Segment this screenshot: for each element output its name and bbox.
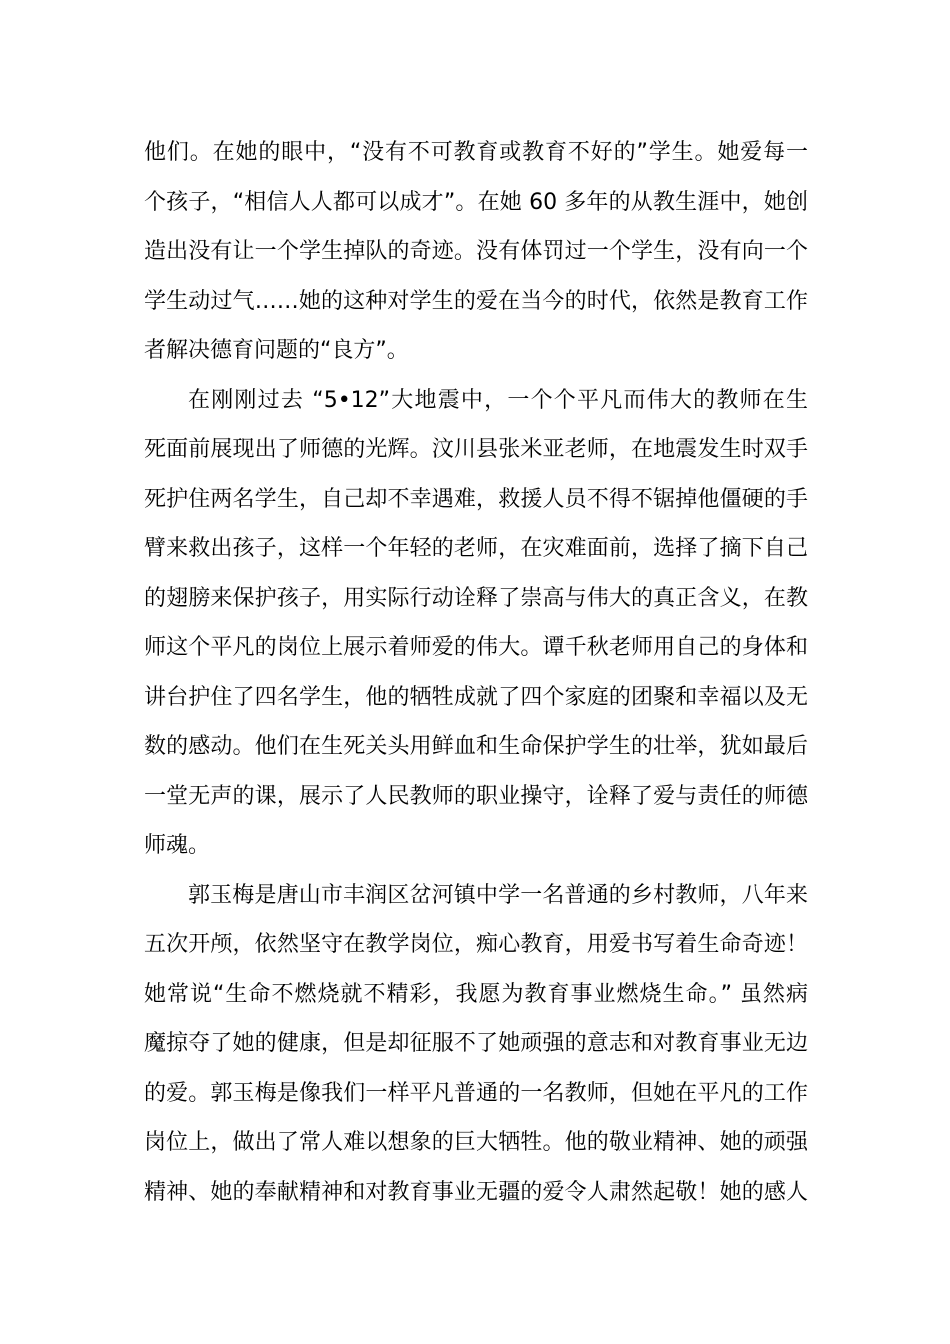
text-line: 在刚刚过去 “5•12”大地震中，一个个平凡而伟大的教师在生 [188, 387, 808, 413]
text-line: 者解决德育问题的“良方”。 [144, 338, 409, 363]
text-line: 讲台护住了四名学生，他的牺牲成就了四个家庭的团聚和幸福以及无 [144, 684, 808, 710]
text-line: 臂来救出孩子，这样一个年轻的老师，在灾难面前，选择了摘下自己 [144, 536, 808, 561]
text-line: 精神、她的奉献精神和对教育事业无疆的爱令人肃然起敬！她的感人 [144, 1179, 808, 1205]
text-line: 郭玉梅是唐山市丰润区岔河镇中学一名普通的乡村教师，八年来 [188, 882, 808, 908]
paragraph-3 [144, 871, 808, 1218]
document-body [144, 128, 808, 1217]
text-line: 的爱。郭玉梅是像我们一样平凡普通的一名教师，但她在平凡的工作 [144, 1080, 808, 1106]
text-line: 魔掠夺了她的健康，但是却征服不了她顽强的意志和对教育事业无边 [144, 1031, 808, 1056]
text-line: 造出没有让一个学生掉队的奇迹。没有体罚过一个学生，没有向一个 [144, 239, 808, 264]
text-line: 个孩子，“相信人人都可以成才”。在她 60 多年的从教生涯中，她创 [144, 189, 808, 215]
text-line: 数的感动。他们在生死关头用鲜血和生命保护学生的壮举，犹如最后 [144, 734, 808, 759]
text-line: 她常说“生命不燃烧就不精彩，我愿为教育事业燃烧生命。” 虽然病 [144, 981, 808, 1007]
text-line: 一堂无声的课，展示了人民教师的职业操守，诠释了爱与责任的师德 [144, 783, 808, 809]
text-line: 师这个平凡的岗位上展示着师爱的伟大。谭千秋老师用自己的身体和 [144, 635, 808, 660]
paragraph-2 [144, 376, 808, 871]
text-line: 岗位上，做出了常人难以想象的巨大牺牲。他的敬业精神、她的顽强 [144, 1130, 808, 1155]
text-line: 他们。在她的眼中，“没有不可教育或教育不好的”学生。她爱每一 [144, 140, 808, 165]
text-line: 死面前展现出了师德的光辉。汶川县张米亚老师，在地震发生时双手 [144, 437, 808, 462]
text-line: 五次开颅，依然坚守在教学岗位，痴心教育，用爱书写着生命奇迹！ [144, 932, 808, 957]
text-line: 死护住两名学生，自己却不幸遇难，救援人员不得不锯掉他僵硬的手 [144, 486, 808, 512]
text-line: 的翅膀来保护孩子，用实际行动诠释了崇高与伟大的真正含义，在教 [144, 585, 808, 611]
paragraph-1 [144, 128, 808, 376]
text-line: 师魂。 [144, 833, 211, 858]
text-line: 学生动过气……她的这种对学生的爱在当今的时代，依然是教育工作 [144, 288, 808, 314]
